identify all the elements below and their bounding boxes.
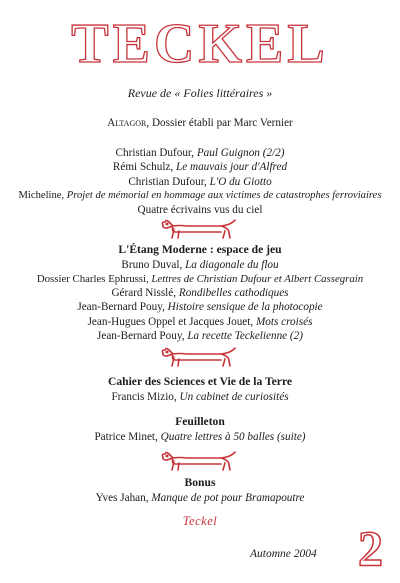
item-author: Francis Mizio, bbox=[111, 390, 180, 403]
section-2 bbox=[0, 243, 400, 343]
list-item bbox=[0, 491, 400, 505]
section-1 bbox=[0, 146, 400, 217]
item-author: Quatre écrivains vus du ciel bbox=[137, 204, 263, 217]
item-title: Rondibelles cathodiques bbox=[178, 287, 289, 300]
item-title: Histoire sensique de la photocopie bbox=[167, 301, 323, 314]
list-item bbox=[0, 146, 400, 160]
list-item bbox=[0, 160, 400, 174]
section-heading: Feuilleton bbox=[175, 415, 225, 428]
item-author: Jean-Bernard Pouy, bbox=[77, 301, 168, 314]
item-author: Micheline, bbox=[18, 189, 67, 201]
list-item bbox=[0, 329, 400, 343]
section-heading: Cahier des Sciences et Vie de la Terre bbox=[107, 375, 293, 388]
list-item bbox=[0, 175, 400, 189]
dossier-name: Altagor bbox=[107, 117, 147, 129]
item-title: Mots croisés bbox=[255, 315, 313, 328]
item-title: La diagonale du flou bbox=[185, 258, 279, 271]
item-title: Projet de mémorial en hommage aux victimes de catastrophes ferroviaires bbox=[66, 189, 382, 201]
item-title: La recette Teckelienne (2) bbox=[187, 329, 303, 342]
dachshund-icon bbox=[159, 216, 241, 242]
list-item bbox=[0, 430, 400, 444]
item-author: Bruno Duval, bbox=[121, 258, 186, 271]
subtitle: Revue de « Folies littéraires » bbox=[127, 86, 273, 100]
list-item bbox=[0, 258, 400, 272]
section-3 bbox=[0, 375, 400, 404]
dachshund-icon bbox=[159, 448, 241, 474]
issue-number: 2 bbox=[358, 520, 383, 576]
item-author: Christian Dufour, bbox=[128, 175, 210, 188]
masthead: TECKEL bbox=[71, 13, 329, 75]
item-author: Yves Jahan, bbox=[95, 491, 152, 504]
issue-season: Automne 2004 bbox=[250, 548, 317, 560]
item-author: Christian Dufour, bbox=[115, 147, 197, 159]
section-5 bbox=[0, 476, 400, 505]
item-title: Le mauvais jour d'Alfred bbox=[176, 161, 288, 174]
item-author: Jean-Hugues Oppel et Jacques Jouet, bbox=[87, 315, 256, 328]
item-author: Jean-Bernard Pouy, bbox=[97, 329, 188, 342]
section-heading: Bonus bbox=[184, 476, 216, 489]
list-item bbox=[0, 300, 400, 314]
list-item bbox=[0, 272, 400, 286]
item-title: Quatre lettres à 50 balles (suite) bbox=[160, 430, 306, 443]
dossier-block bbox=[0, 116, 400, 130]
list-item bbox=[0, 286, 400, 300]
item-author: Gérard Nisslé, bbox=[111, 287, 179, 300]
list-item bbox=[0, 390, 400, 404]
item-title: Lettres de Christian Dufour et Albert Cassegrain bbox=[151, 272, 364, 285]
dossier-rest: , Dossier établi par Marc Vernier bbox=[146, 117, 293, 129]
item-title: Un cabinet de curiosités bbox=[179, 390, 289, 403]
section-4 bbox=[0, 415, 400, 444]
item-author: Rémi Schulz, bbox=[112, 161, 176, 174]
item-author: Dossier Charles Ephrussi, bbox=[36, 272, 152, 285]
item-title: Paul Guignon (2/2) bbox=[196, 147, 285, 159]
dossier-line bbox=[0, 116, 400, 130]
section-heading: L'Étang Moderne : espace de jeu bbox=[118, 243, 282, 256]
dachshund-icon bbox=[159, 344, 241, 370]
item-author: Patrice Minet, bbox=[94, 430, 161, 443]
signature-logo: Teckel bbox=[182, 514, 218, 528]
list-item bbox=[0, 189, 400, 203]
list-item bbox=[0, 315, 400, 329]
item-title: L'O du Giotto bbox=[209, 175, 272, 188]
item-title: Manque de pot pour Bramapoutre bbox=[151, 491, 305, 504]
